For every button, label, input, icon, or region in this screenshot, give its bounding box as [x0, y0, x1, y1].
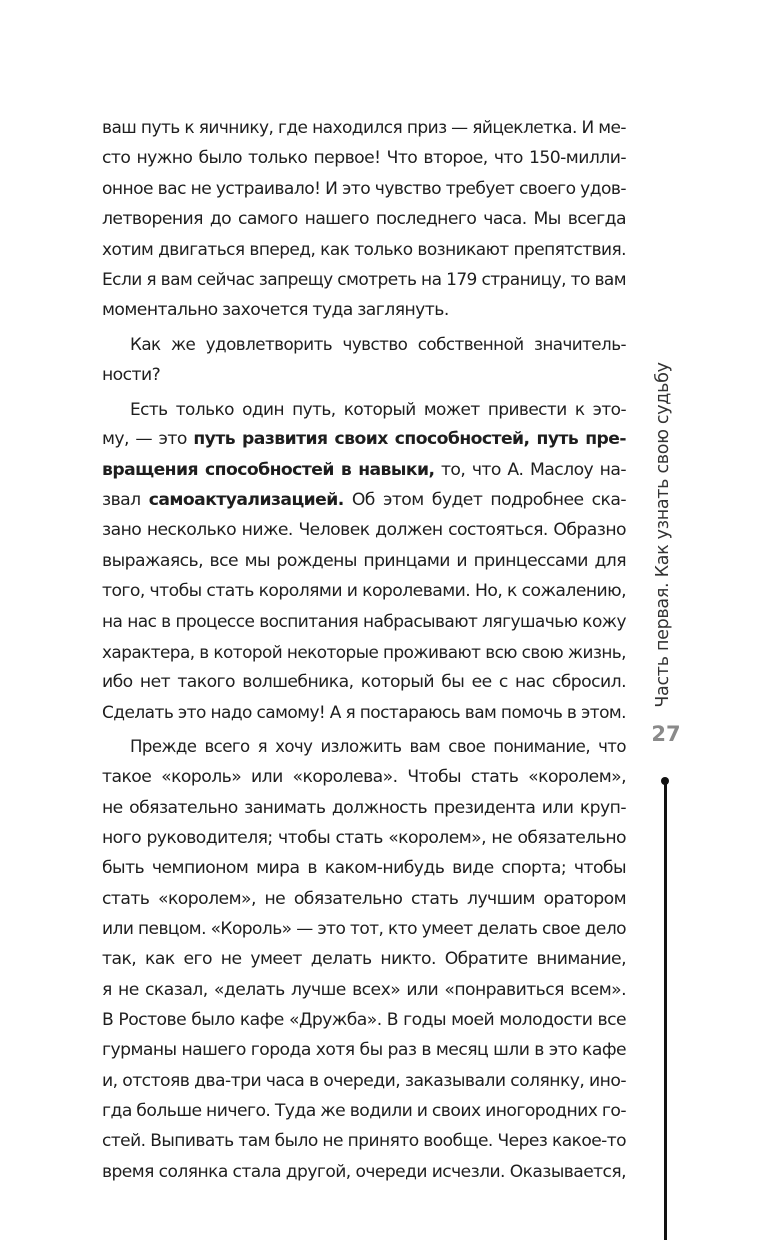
- text-line: характера, в которой некоторые проживают всю свою жизнь,: [102, 641, 626, 662]
- bold-phrase: самоактуализацией.: [148, 490, 344, 511]
- text-line: В Ростове было кафе «Дружба». В годы моей молодости все: [102, 1009, 626, 1030]
- text-line: время солянка стала другой, очереди исчезли. Оказывается,: [102, 1161, 626, 1182]
- text-line: зано несколько ниже. Человек должен состояться. Образно: [102, 520, 626, 541]
- text-line: [102, 485, 626, 515]
- text-line: летворения до самого нашего последнего часа. Мы всегда: [102, 209, 626, 230]
- text-line: такое «король» или «королева». Чтобы стать «королем»,: [102, 767, 626, 788]
- text-line: сто нужно было только первое! Что второе, что 150-милли-: [102, 148, 626, 169]
- text-span: му, — это: [102, 429, 194, 450]
- text-line: [102, 455, 626, 485]
- text-line: на нас в процессе воспитания набрасывают лягушачью кожу: [102, 611, 626, 632]
- text-line: того, чтобы стать королями и королевами. Но, к сожалению,: [102, 581, 626, 602]
- bold-phrase: путь развития своих способностей, путь пре-: [193, 429, 627, 450]
- text-line: выражаясь, все мы рождены принцами и принцессами для: [102, 550, 626, 571]
- text-line: так, как его не умеет делать никто. Обратите внимание,: [102, 949, 626, 970]
- text-line: я не сказал, «делать лучше всех» или «понравиться всем».: [102, 979, 626, 1000]
- running-header: [648, 362, 678, 708]
- text-line: стей. Выпивать там было не принято вообще. Через какое-то: [102, 1131, 626, 1152]
- text-span: Об этом будет подробнее ска-: [343, 490, 626, 511]
- text-line: ности?: [102, 364, 161, 385]
- text-line: онное вас не устраивало! И это чувство требует своего удов-: [102, 178, 626, 199]
- text-line: или певцом. «Король» — это тот, кто умеет делать свое дело: [102, 918, 626, 939]
- text-line: и, отстояв два-три часа в очереди, заказывали солянку, ино-: [102, 1070, 626, 1091]
- text-line: Если я вам сейчас запрещу смотреть на 179 страницу, то вам: [102, 269, 626, 290]
- text-line: [102, 424, 626, 454]
- text-line: моментально захочется туда заглянуть.: [102, 300, 449, 321]
- section-title: Часть первая. Как узнать свою судьбу: [653, 362, 673, 708]
- text-span: звал: [102, 490, 149, 511]
- text-line: Прежде всего я хочу изложить вам свое понимание, что: [130, 736, 626, 756]
- vertical-rule: [664, 781, 667, 1240]
- text-line: гурманы нашего города хотя бы раз в месяц шли в это кафе: [102, 1040, 626, 1061]
- text-line: Сделать это надо самому! А я постараюсь вам помочь в этом.: [102, 702, 626, 723]
- text-line: гда больше ничего. Туда же водили и своих иногородних го-: [102, 1101, 626, 1121]
- text-span: то, что А. Маслоу на-: [434, 459, 626, 480]
- text-line: стать «королем», не обязательно стать лучшим оратором: [102, 888, 626, 909]
- page-number: 27: [651, 722, 681, 746]
- text-line: быть чемпионом мира в каком-нибудь виде спорта; чтобы: [102, 858, 626, 879]
- text-line: Есть только один путь, который может привести к это-: [130, 399, 626, 420]
- text-line: хотим двигаться вперед, как только возникают препятствия.: [102, 239, 626, 260]
- text-line: ваш путь к яичнику, где находился приз — яйцеклетка. И ме-: [102, 118, 626, 138]
- text-line: ного руководителя; чтобы стать «королем», не обязательно: [102, 827, 626, 848]
- text-line: Как же удовлетворить чувство собственной значитель-: [130, 334, 626, 355]
- text-line: ибо нет такого волшебника, который бы ее с нас сбросил.: [102, 672, 626, 693]
- body-text: [102, 113, 626, 1187]
- text-line: не обязательно занимать должность президента или круп-: [102, 797, 626, 818]
- bold-phrase: вращения способностей в навыки,: [102, 459, 435, 480]
